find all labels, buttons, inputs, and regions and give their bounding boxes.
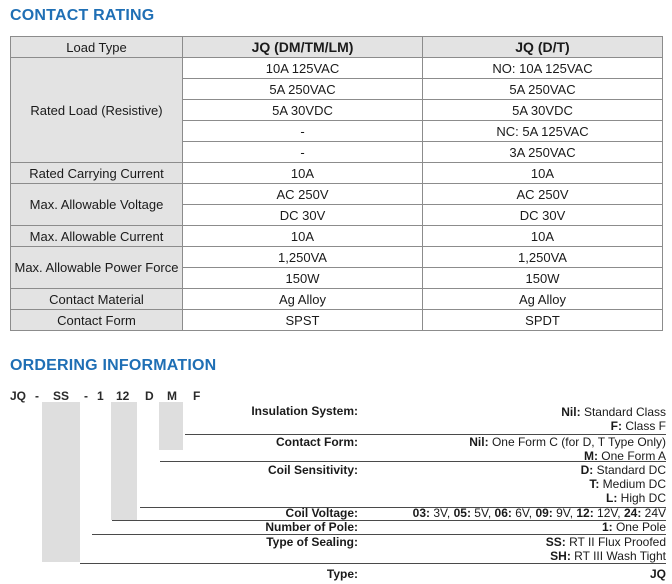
row-label-voltage: Max. Allowable Voltage xyxy=(11,184,183,226)
label-contact-form: Contact Form: xyxy=(276,435,358,449)
code-dash: - xyxy=(35,389,39,403)
code-ss: SS xyxy=(53,389,70,403)
code-dash: - xyxy=(84,389,88,403)
value-insulation-nil: Nil: Standard Class xyxy=(561,405,666,419)
table-cell: NO: 10A 125VAC xyxy=(423,58,663,79)
contact-rating-heading: CONTACT RATING xyxy=(10,7,155,24)
label-sealing: Type of Sealing: xyxy=(266,535,358,549)
label-type: Type: xyxy=(326,567,358,581)
label-insulation: Insulation System: xyxy=(251,404,358,418)
table-cell: Ag Alloy xyxy=(423,289,663,310)
table-row xyxy=(11,58,663,79)
row-label-power: Max. Allowable Power Force xyxy=(11,247,183,289)
code-voltage: 12 xyxy=(116,389,130,403)
table-cell: 150W xyxy=(423,268,663,289)
table-cell: DC 30V xyxy=(183,205,423,226)
table-cell: 10A xyxy=(423,163,663,184)
label-poles: Number of Pole: xyxy=(265,520,358,534)
table-cell: - xyxy=(183,121,423,142)
value-sensitivity-l: L: High DC xyxy=(605,491,666,505)
table-cell: AC 250V xyxy=(423,184,663,205)
table-cell: AC 250V xyxy=(183,184,423,205)
header-load-type: Load Type xyxy=(11,37,183,58)
connector-sealing xyxy=(80,563,666,564)
value-poles: 1: One Pole xyxy=(601,520,666,534)
table-cell: 10A 125VAC xyxy=(183,58,423,79)
value-contact-form-nil: Nil: One Form C (for D, T Type Only) xyxy=(469,435,666,449)
table-cell: DC 30V xyxy=(423,205,663,226)
table-cell: 150W xyxy=(183,268,423,289)
value-sensitivity-t: T: Medium DC xyxy=(589,477,666,491)
label-coil-voltage: Coil Voltage: xyxy=(285,506,358,520)
table-cell: - xyxy=(183,142,423,163)
table-row xyxy=(11,184,663,205)
row-label-current: Max. Allowable Current xyxy=(11,226,183,247)
table-cell: 1,250VA xyxy=(183,247,423,268)
table-row xyxy=(11,163,663,184)
value-contact-form-m: M: One Form A xyxy=(583,449,666,463)
table-cell: 3A 250VAC xyxy=(423,142,663,163)
header-col2: JQ (D/T) xyxy=(423,37,663,58)
row-label-form: Contact Form xyxy=(11,310,183,331)
value-coil-voltage: 03: 3V, 05: 5V, 06: 6V, 09: 9V, 12: 12V, 24: 24V xyxy=(412,506,666,520)
row-label-material: Contact Material xyxy=(11,289,183,310)
table-cell: 10A xyxy=(183,163,423,184)
value-insulation-f: F: Class F xyxy=(610,419,666,433)
table-cell: SPST xyxy=(183,310,423,331)
table-row xyxy=(11,226,663,247)
table-row xyxy=(11,310,663,331)
label-coil-sensitivity: Coil Sensitivity: xyxy=(267,463,358,477)
value-sealing-sh: SH: RT III Wash Tight xyxy=(550,549,666,563)
table-cell: Ag Alloy xyxy=(183,289,423,310)
row-label-carrying-current: Rated Carrying Current xyxy=(11,163,183,184)
value-sealing-ss: SS: RT II Flux Proofed xyxy=(545,535,666,549)
table-cell: 1,250VA xyxy=(423,247,663,268)
code-contact-form: M xyxy=(167,389,177,403)
code-pole: 1 xyxy=(97,389,104,403)
table-cell: SPDT xyxy=(423,310,663,331)
table-cell: NC: 5A 125VAC xyxy=(423,121,663,142)
value-type: JQ xyxy=(649,567,666,581)
ordering-info-heading: ORDERING INFORMATION xyxy=(10,357,217,374)
header-col1: JQ (DM/TM/LM) xyxy=(183,37,423,58)
contact-rating-table xyxy=(10,36,663,331)
code-jq: JQ xyxy=(10,389,27,403)
code-insulation: F xyxy=(193,389,201,403)
table-cell: 5A 30VDC xyxy=(423,100,663,121)
table-cell: 5A 250VAC xyxy=(423,79,663,100)
table-cell: 10A xyxy=(183,226,423,247)
table-cell: 10A xyxy=(423,226,663,247)
value-sensitivity-d: D: Standard DC xyxy=(580,463,666,477)
table-cell: 5A 30VDC xyxy=(183,100,423,121)
bar-coil-voltage xyxy=(111,402,137,520)
code-sensitivity: D xyxy=(145,389,154,403)
table-row xyxy=(11,247,663,268)
bar-sealing xyxy=(42,402,80,562)
table-header-row xyxy=(11,37,663,58)
table-row xyxy=(11,289,663,310)
row-label-rated-load: Rated Load (Resistive) xyxy=(11,58,183,163)
table-cell: 5A 250VAC xyxy=(183,79,423,100)
